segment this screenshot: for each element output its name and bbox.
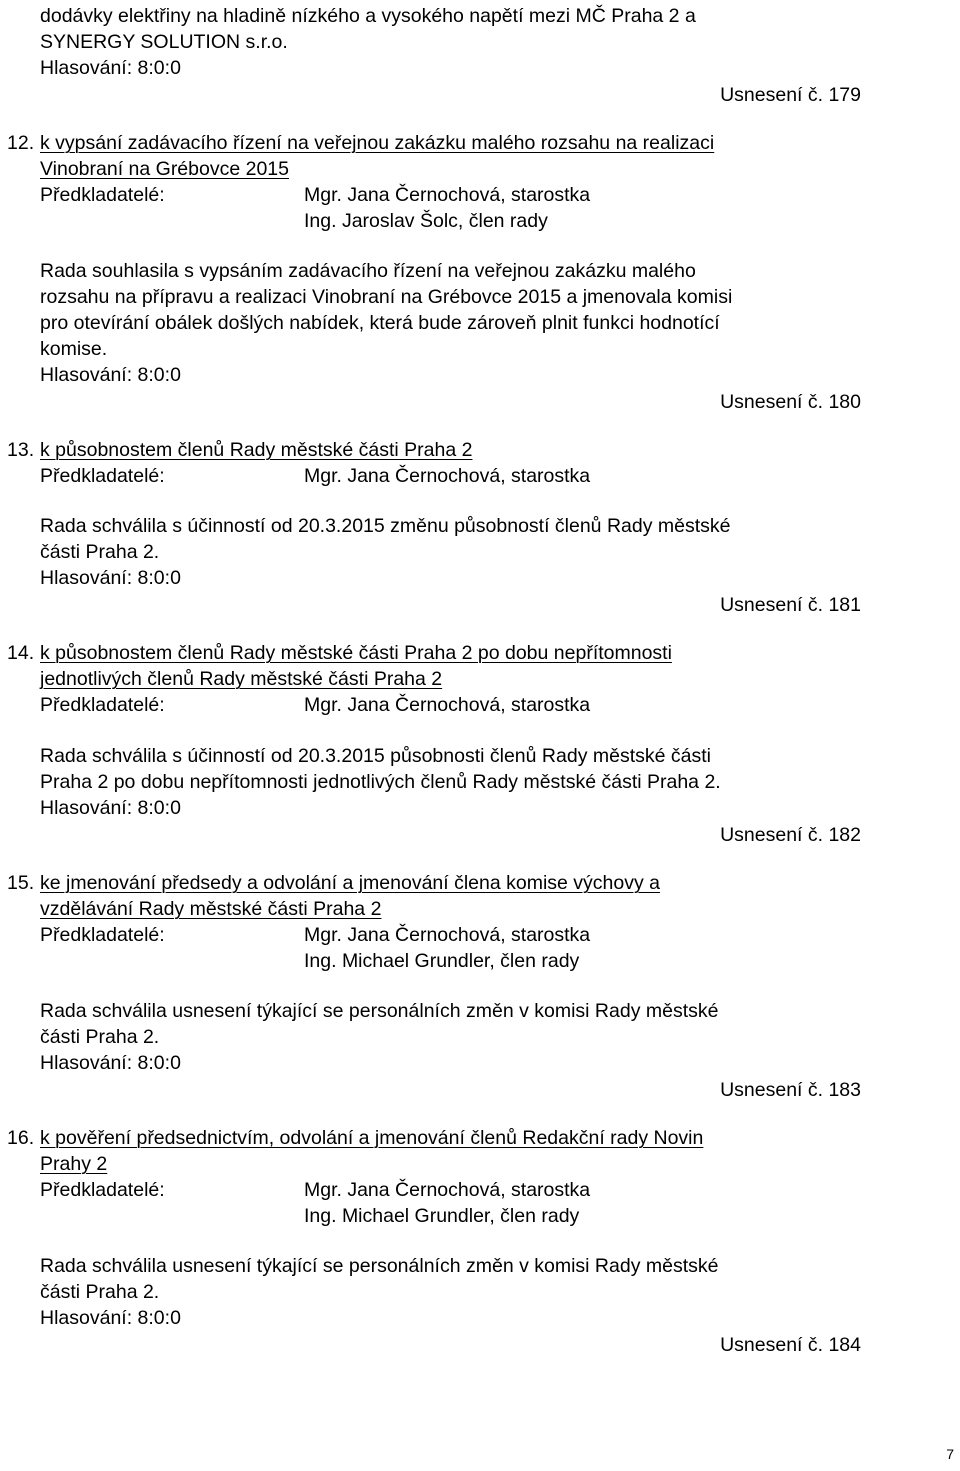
proposer-label: Předkladatelé: [40, 694, 165, 716]
body-text: komise. [40, 338, 108, 360]
vote-text: Hlasování: 8:0:0 [40, 1052, 181, 1074]
item-number: 14. [7, 642, 35, 664]
proposer-label: Předkladatelé: [40, 924, 165, 946]
proposer-label: Předkladatelé: [40, 465, 165, 487]
item-number: 12. [7, 132, 35, 154]
proposer: Mgr. Jana Černochová, starostka [304, 1179, 591, 1201]
item-title: k působnostem členů Rady městské části Praha 2 po dobu nepřítomnosti [40, 642, 672, 664]
resolution-number: Usnesení č. 183 [720, 1079, 861, 1101]
body-text: Rada schválila s účinností od 20.3.2015 působnosti členů Rady městské části [40, 745, 711, 767]
vote-text: Hlasování: 8:0:0 [40, 1307, 181, 1329]
body-text: Rada schválila s účinností od 20.3.2015 změnu působností členů Rady městské [40, 515, 731, 537]
body-text: Rada schválila usnesení týkající se personálních změn v komisi Rady městské [40, 1255, 719, 1277]
intro-line: SYNERGY SOLUTION s.r.o. [40, 31, 288, 53]
resolution-number: Usnesení č. 182 [720, 824, 861, 846]
proposer: Mgr. Jana Černochová, starostka [304, 694, 591, 716]
resolution-number: Usnesení č. 184 [720, 1334, 861, 1356]
body-text: Rada schválila usnesení týkající se personálních změn v komisi Rady městské [40, 1000, 719, 1022]
item-title: k vypsání zadávacího řízení na veřejnou zakázku malého rozsahu na realizaci [40, 132, 715, 154]
intro-line: dodávky elektřiny na hladině nízkého a vysokého napětí mezi MČ Praha 2 a [40, 5, 696, 27]
proposer: Mgr. Jana Černochová, starostka [304, 184, 591, 206]
item-number: 13. [7, 439, 35, 461]
proposer-label: Předkladatelé: [40, 184, 165, 206]
resolution-number: Usnesení č. 180 [720, 391, 861, 413]
item-number: 15. [7, 872, 35, 894]
item-title: k pověření předsednictvím, odvolání a jmenování členů Redakční rady Novin [40, 1127, 704, 1149]
proposer: Mgr. Jana Černochová, starostka [304, 465, 591, 487]
vote-text: Hlasování: 8:0:0 [40, 567, 181, 589]
body-text: Rada souhlasila s vypsáním zadávacího řízení na veřejnou zakázku malého [40, 260, 696, 282]
vote-text: Hlasování: 8:0:0 [40, 797, 181, 819]
resolution-number: Usnesení č. 181 [720, 594, 861, 616]
proposer: Ing. Michael Grundler, člen rady [304, 1205, 580, 1227]
body-text: rozsahu na přípravu a realizaci Vinobraní na Grébovce 2015 a jmenovala komisi [40, 286, 733, 308]
item-title: jednotlivých členů Rady městské části Praha 2 [40, 668, 443, 690]
proposer: Ing. Michael Grundler, člen rady [304, 950, 580, 972]
proposer: Mgr. Jana Černochová, starostka [304, 924, 591, 946]
body-text: pro otevírání obálek došlých nabídek, která bude zároveň plnit funkci hodnotící [40, 312, 720, 334]
item-title: Prahy 2 [40, 1153, 108, 1175]
item-title: Vinobraní na Grébovce 2015 [40, 158, 289, 180]
body-text: části Praha 2. [40, 1281, 160, 1303]
vote-text: Hlasování: 8:0:0 [40, 364, 181, 386]
vote-text: Hlasování: 8:0:0 [40, 57, 181, 79]
body-text: části Praha 2. [40, 541, 160, 563]
item-title: vzdělávání Rady městské části Praha 2 [40, 898, 382, 920]
body-text: části Praha 2. [40, 1026, 160, 1048]
page-number: 7 [946, 1446, 954, 1462]
body-text: Praha 2 po dobu nepřítomnosti jednotlivých členů Rady městské části Praha 2. [40, 771, 721, 793]
resolution-number: Usnesení č. 179 [720, 84, 861, 106]
proposer-label: Předkladatelé: [40, 1179, 165, 1201]
proposer: Ing. Jaroslav Šolc, člen rady [304, 210, 548, 232]
item-title: ke jmenování předsedy a odvolání a jmenování člena komise výchovy a [40, 872, 661, 894]
item-title: k působnostem členů Rady městské části Praha 2 [40, 439, 473, 461]
item-number: 16. [7, 1127, 35, 1149]
